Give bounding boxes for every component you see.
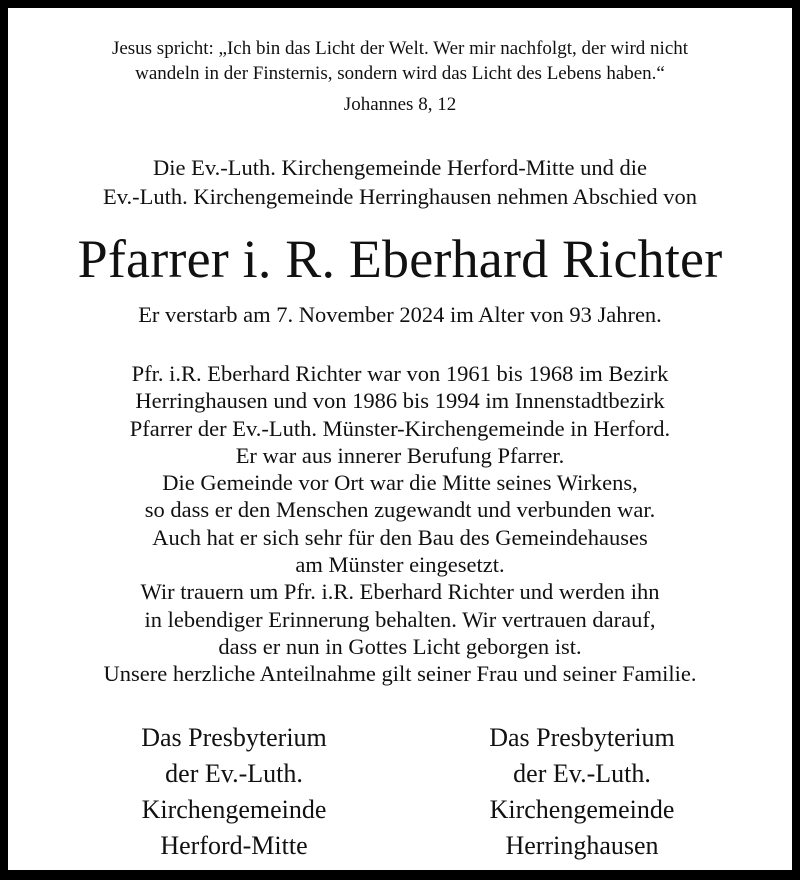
eulogy-line: Pfr. i.R. Eberhard Richter war von 1961 bis 1968 im Bezirk <box>131 361 669 386</box>
eulogy-line: Die Gemeinde vor Ort war die Mitte seines Wirkens, <box>162 470 638 496</box>
signature-line: Das Presbyterium <box>141 723 327 752</box>
eulogy-line: in lebendiger Erinnerung behalten. Wir vertrauen darauf, <box>144 606 656 632</box>
eulogy-line: so dass er den Menschen zugewandt und verbunden war. <box>144 497 656 523</box>
eulogy-line: Herringhausen und von 1986 bis 1994 im Innenstadtbezirk <box>135 388 665 414</box>
intro-line-1: Die Ev.-Luth. Kirchengemeinde Herford-Mitte und die <box>152 155 647 180</box>
signature-herford-mitte <box>84 720 384 864</box>
verse-reference: Johannes 8, 12 <box>343 94 457 115</box>
signature-line: der Ev.-Luth. <box>513 759 651 788</box>
signature-line: der Ev.-Luth. <box>165 759 303 788</box>
intro-line-2: Ev.-Luth. Kirchengemeinde Herringhausen nehmen Abschied von <box>103 184 697 209</box>
signature-line: Herford-Mitte <box>160 831 308 860</box>
signature-line: Kirchengemeinde <box>141 795 327 824</box>
intro-text <box>8 153 792 211</box>
eulogy-line: Er war aus innerer Berufung Pfarrer. <box>235 442 565 468</box>
eulogy-line: am Münster eingesetzt. <box>295 552 505 578</box>
signature-herringhausen <box>432 720 732 864</box>
bible-verse <box>8 36 792 117</box>
eulogy-line: Auch hat er sich sehr für den Bau des Gemeindehauses <box>152 524 648 550</box>
signature-line: Herringhausen <box>505 831 659 860</box>
verse-line-2: wandeln in der Finsternis, sondern wird das Licht des Lebens haben.“ <box>135 63 665 84</box>
eulogy-line: Unsere herzliche Anteilnahme gilt seiner Frau und seiner Familie. <box>103 661 697 687</box>
eulogy-line: Wir trauern um Pfr. i.R. Eberhard Richter und werden ihn <box>140 579 660 605</box>
signature-line: Das Presbyterium <box>489 723 675 752</box>
deceased-name: Pfarrer i. R. Eberhard Richter <box>77 229 723 289</box>
death-notice: Er verstarb am 7. November 2024 im Alter von 93 Jahren. <box>138 302 662 327</box>
signature-line: Kirchengemeinde <box>489 795 675 824</box>
verse-line-1: Jesus spricht: „Ich bin das Licht der Welt. Wer mir nachfolgt, der wird nicht <box>111 38 689 59</box>
eulogy-line: dass er nun in Gottes Licht geborgen ist. <box>218 633 582 659</box>
eulogy-line: Pfarrer der Ev.-Luth. Münster-Kirchengemeinde in Herford. <box>129 415 671 441</box>
eulogy-text <box>8 360 792 688</box>
